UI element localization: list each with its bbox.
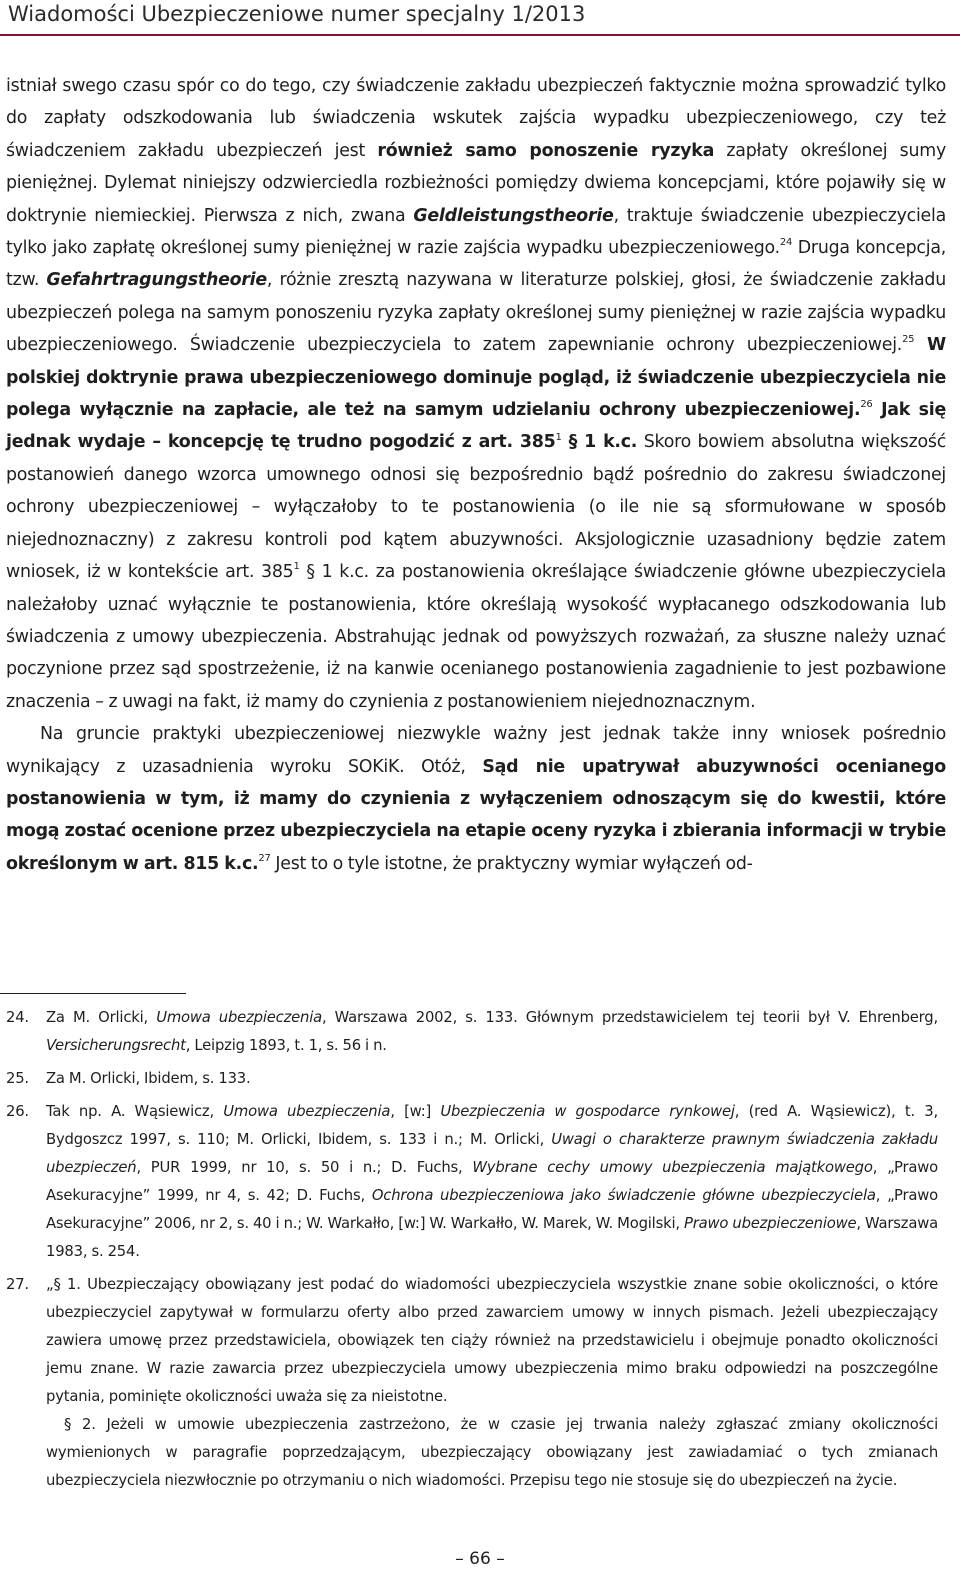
footnote-text: Tak np. A. Wąsiewicz, Umowa ubezpieczenia, [w:] Ubezpieczenia w gospodarce rynkowej, (red A. Wąsiewicz), t. 3, Bydgoszcz 1997, s. 110; M. Orlicki, Ibidem, s. 133 i n.; M. Orlicki, Uwagi o charakterze prawnym świadczenia zakładu ubezpieczeń, PUR 1999, nr 10, s. 50 i n.; D. Fuchs, Wybrane cechy umowy ubezpieczenia majątkowego, „Prawo Asekuracyjne” 1999, nr 4, s. 42; D. Fuchs, Ochrona ubezpieczeniowa jako świadczenie główne ubezpieczyciela, „Prawo Asekuracyjne” 2006, nr 2, s. 40 i n.; W. Warkałło, [w:] W. Warkałło, W. Marek, W. Mogilski, Prawo ubezpieczeniowe, Warszawa 1983, s. 254.	[46, 1103, 939, 1260]
footnote-ref-25[interactable]: 25	[902, 334, 915, 346]
article-body	[6, 70, 946, 880]
paragraph-1	[6, 70, 946, 718]
footnote-paragraph: „§ 1. Ubezpieczający obowiązany jest podać do wiadomości ubezpieczyciela wszystkie znane sobie okoliczności, o które ubezpieczyciel zapytywał w formularzu oferty albo przed zawarciem umowy w innych pismach. Jeżeli ubezpieczający zawiera umowę przez przedstawiciela, obowiązek ten ciąży również na przedstawicielu i obejmuje ponadto okoliczności jemu znane. W razie zawarcia przez ubezpieczyciela umowy ubezpieczenia mimo braku odpowiedzi na poszczególne pytania, pominięte okoliczności uważa się za nieistotne.	[46, 1276, 938, 1405]
text-run: zapłaty określonej sumy pieniężnej. Dylemat niniejszy odzwierciedla rozbieżności pomiędzy dwiema koncepcjami, które pojawiły się w doktrynie niemieckiej. Pierwsza z nich, zwana	[6, 140, 946, 226]
footnotes	[6, 1004, 938, 1500]
footnote-25	[6, 1065, 938, 1093]
footnote-26	[6, 1098, 938, 1266]
text-run: Skoro bowiem absolutna większość postanowień danego wzorca umownego odnosi się bezpośrednio bądź pośrednio do zakresu świadczonej ochrony ubezpieczeniowej – wyłączałoby to te postanowienia (o ile nie są sformułowane w sposób niejednoznaczny) z zakresu kontroli pod kątem abuzywności. Aksjologicznie uzasadniony będzie zatem wniosek, iż w kontekście art. 385	[6, 432, 946, 583]
text-run: Na gruncie praktyki ubezpieczeniowej niezwykle ważny jest jednak także inny wniosek pośrednio wynikający z uzasadnienia wyroku SOKiK. Otóż,	[6, 724, 946, 777]
bold-run: również samo ponoszenie ryzyka	[377, 140, 715, 161]
bold-run: § 1 k.c.	[561, 432, 638, 453]
footnote-ref-27[interactable]: 27	[258, 852, 271, 864]
running-header	[0, 0, 960, 36]
footnote-divider	[0, 993, 186, 994]
text-run: , różnie zresztą nazywana w literaturze polskiej, głosi, że świadczenie zakładu ubezpieczeń polega na samym ponoszeniu ryzyka zapłaty określonej sumy pieniężnej w razie zajścia wypadku ubezpieczeniowego. Świadczenie ubezpieczyciela to zatem zapewnianie ochrony ubezpieczeniowej.	[6, 270, 946, 356]
bold-run: Sąd nie upatrywał abuzywności ocenianego postanowienia w tym, iż mamy do czynienia z wyłączeniem odnoszącym się do kwestii, które mogą zostać ocenione przez ubezpieczyciela na etapie oceny ryzyka i zbierania informacji w trybie określonym w art. 815 k.c.	[6, 756, 946, 874]
superscript-article: 1	[293, 561, 300, 573]
footnote-paragraph: § 2. Jeżeli w umowie ubezpieczenia zastrzeżono, że w czasie jej trwania należy zgłaszać zmiany okoliczności wymienionych w paragrafie poprzedzającym, ubezpieczający obowiązany jest zawiadamiać o tych zmianach ubezpieczyciela niezwłocznie po otrzymaniu o nich wiadomości. Przepisu tego nie stosuje się do ubezpieczeń na życie.	[46, 1416, 938, 1489]
text-run: istniał swego czasu spór co do tego, czy świadczenie zakładu ubezpieczeń faktycznie można sprowadzić tylko do zapłaty odszkodowania lub świadczenia wskutek zajścia wypadku ubezpieczeniowego, czy też świadczeniem zakładu ubezpieczeń jest	[6, 76, 946, 161]
footnote-27	[6, 1271, 938, 1495]
footnote-text: Za M. Orlicki, Ibidem, s. 133.	[46, 1070, 251, 1087]
footnote-number: 26.	[6, 1103, 29, 1120]
journal-title: Wiadomości Ubezpieczeniowe numer specjalny 1/2013	[8, 2, 586, 26]
text-run: , traktuje świadczenie ubezpieczyciela tylko jako zapłatę określonej sumy pieniężnej w razie zajścia wypadku ubezpieczeniowego.	[6, 205, 946, 259]
bold-run: W polskiej doktrynie prawa ubezpieczeniowego dominuje pogląd, iż świadczenie ubezpieczyciela nie polega wyłącznie na zapłacie, ale też na samym udzielaniu ochrony ubezpieczeniowej.	[6, 335, 946, 421]
term-gefahrtragungstheorie: Gefahrtragungstheorie	[46, 270, 267, 291]
term-geldleistungstheorie: Geldleistungstheorie	[413, 205, 614, 226]
text-run: Druga koncepcja, tzw.	[6, 238, 946, 291]
footnote-ref-24[interactable]: 24	[779, 237, 793, 249]
footnote-number: 25.	[6, 1070, 29, 1087]
text-run: § 1 k.c. za postanowienia określające świadczenie główne ubezpieczyciela należałoby uznać wyłącznie te postanowienia, które określają wysokość wypłacanego odszkodowania lub świadczenia z umowy ubezpieczenia. Abstrahując jednak od powyższych rozważań, za słuszne należy uznać poczynione przez sąd spostrzeżenie, iż na kanwie ocenianego postanowienia zagadnienie to jest pozbawione znaczenia – z uwagi na fakt, iż mamy do czynienia z postanowieniem niejednoznacznym.	[6, 562, 946, 712]
text-run: Jest to o tyle istotne, że praktyczny wymiar wyłączeń od-	[270, 853, 753, 874]
page-number: – 66 –	[455, 1549, 505, 1569]
bold-run: Jak się jednak wydaje – koncepcję tę trudno pogodzić z art. 385	[6, 400, 947, 453]
footnote-ref-26[interactable]: 26	[860, 399, 873, 411]
footnote-text	[46, 1271, 938, 1495]
footnote-number: 27.	[6, 1276, 29, 1293]
paragraph-2	[6, 718, 946, 880]
superscript-article: 1	[555, 431, 562, 443]
footnote-24	[6, 1004, 938, 1060]
footnote-text: Za M. Orlicki, Umowa ubezpieczenia, Warszawa 2002, s. 133. Głównym przedstawicielem tej teorii był V. Ehrenberg, Versicherungsrecht, Leipzig 1893, t. 1, s. 56 i n.	[46, 1009, 939, 1054]
footnote-number: 24.	[6, 1009, 29, 1026]
